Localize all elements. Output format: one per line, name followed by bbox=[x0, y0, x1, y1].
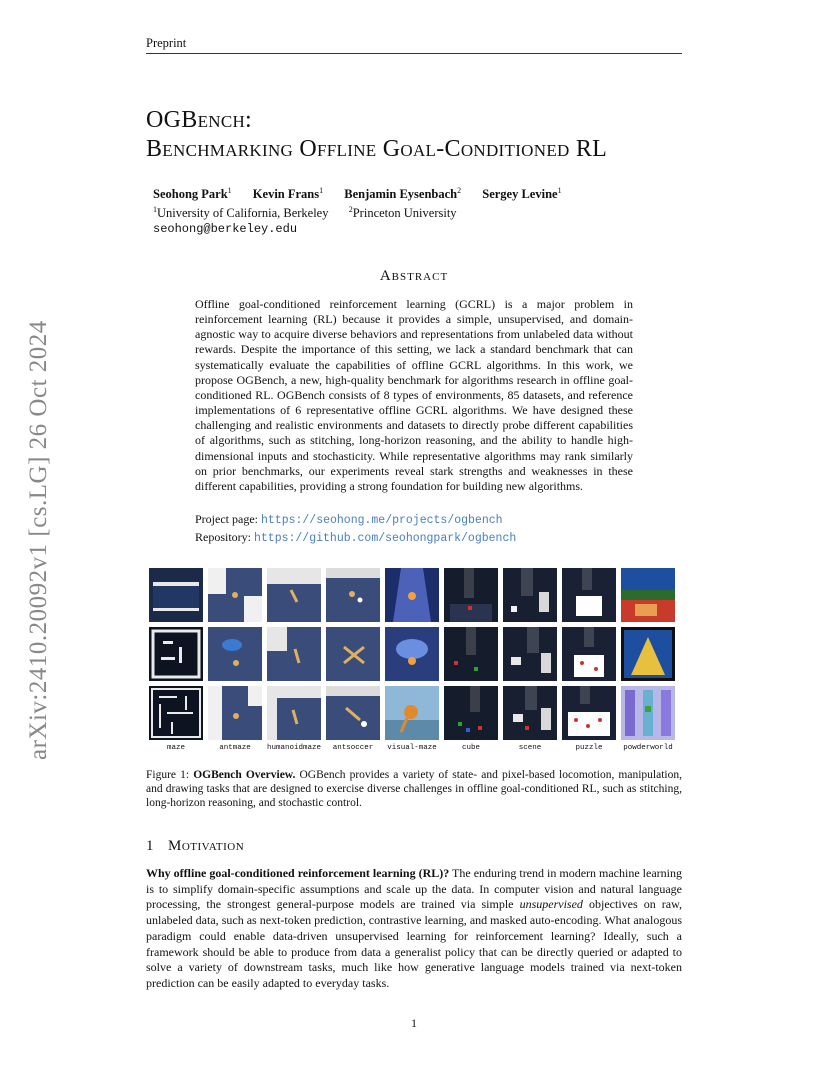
repository-link[interactable]: https://github.com/seohongpark/ogbench bbox=[254, 532, 517, 545]
project-page-link[interactable]: https://seohong.me/projects/ogbench bbox=[260, 514, 503, 527]
repository-line bbox=[195, 530, 516, 545]
puzzle-thumb-1 bbox=[562, 568, 616, 622]
page-number: 1 bbox=[411, 1016, 417, 1030]
antsoccer-thumb-2 bbox=[326, 627, 380, 681]
powderworld-thumb-3 bbox=[621, 686, 675, 740]
abstract-text: Offline goal-conditioned reinforcement learning (GCRL) is a major problem in reinforcement learning (RL) because it provides a simple, unsupervised, and domain-agnostic way to acquire diverse behaviors and representations from unlabeled data without rewards. Despite the importance of this setting, we lack a standard benchmark that can systematically evaluate the capabilities of offline GCRL algorithms. In this work, we propose OGBench, a new, high-quality benchmark for algorithms research in offline goal-conditioned RL. OGBench consists of 8 types of environments, 85 datasets, and reference implementations of 6 representative offline GCRL algorithms. We have designed these challenging and realistic environments and datasets to directly probe different capabilities of algorithms, such as stitching, long-horizon reasoning, and the ability to handle high-dimensional inputs and stochasticity. While representative algorithms may rank similarly on prior benchmarks, our experiments reveal stark strengths and weaknesses in these different capabilities, providing a strong foundation for building new algorithms. bbox=[195, 297, 633, 493]
cube-thumb-3 bbox=[444, 686, 498, 740]
body-lead: Why offline goal-conditioned reinforcement learning (RL)? bbox=[146, 866, 450, 880]
author-names bbox=[153, 183, 580, 202]
label-antmaze: antmaze bbox=[219, 744, 251, 752]
label-powderworld: powderworld bbox=[623, 744, 673, 752]
visual-maze-thumb-2 bbox=[385, 627, 439, 681]
body-italic: unsupervised bbox=[519, 897, 583, 912]
body-paragraph bbox=[146, 866, 682, 992]
antmaze-thumb-2 bbox=[208, 627, 262, 681]
powderworld-thumb-2 bbox=[621, 627, 675, 681]
label-scene: scene bbox=[518, 744, 542, 752]
powderworld-thumb-1 bbox=[621, 568, 675, 622]
visual-maze-thumb-3 bbox=[385, 686, 439, 740]
humanoidmaze-thumb-2 bbox=[267, 627, 321, 681]
repository-label: Repository: bbox=[195, 530, 251, 544]
paper-title bbox=[146, 106, 706, 164]
label-humanoidmaze: humanoidmaze bbox=[267, 744, 322, 752]
antsoccer-thumb-1 bbox=[326, 568, 380, 622]
puzzle-thumb-2 bbox=[562, 627, 616, 681]
affiliation-2: Princeton University bbox=[352, 206, 457, 221]
author-1: Seohong Park$^1$ bbox=[153, 186, 232, 202]
environment-labels bbox=[149, 744, 682, 752]
humanoidmaze-thumb-1 bbox=[267, 568, 321, 622]
antsoccer-thumb-3 bbox=[326, 686, 380, 740]
visual-maze-thumb-1 bbox=[385, 568, 439, 622]
figure-1 bbox=[146, 568, 682, 752]
label-maze: maze bbox=[166, 744, 185, 752]
humanoidmaze-thumb-3 bbox=[267, 686, 321, 740]
title-line-2: Benchmarking Offline Goal-Conditioned RL bbox=[146, 136, 608, 162]
label-visual-maze: visual-maze bbox=[387, 744, 437, 752]
label-antsoccer: antsoccer bbox=[332, 744, 374, 752]
maze-thumb-2 bbox=[149, 627, 203, 681]
scene-thumb-3 bbox=[503, 686, 557, 740]
scene-thumb-1 bbox=[503, 568, 557, 622]
label-cube: cube bbox=[461, 744, 480, 752]
caption-text: OGBench provides a variety of state- and pixel-based locomotion, manipulation, and drawing tasks that are designed to exercise diverse challenges in offline goal-conditioned RL, such as stitching, long-horizon reasoning, and stochastic control. bbox=[146, 769, 682, 809]
affiliation-1: University of California, Berkeley bbox=[157, 206, 329, 221]
running-header: Preprint bbox=[146, 36, 682, 54]
affiliations: $^1$University of California, Berkeley $^2$Princeton University bbox=[153, 205, 457, 221]
cube-thumb-2 bbox=[444, 627, 498, 681]
environment-thumbnail-grid bbox=[149, 568, 682, 740]
maze-thumb-3 bbox=[149, 686, 203, 740]
section-title: Motivation bbox=[168, 838, 245, 854]
project-page-line bbox=[195, 512, 503, 527]
antmaze-thumb-1 bbox=[208, 568, 262, 622]
cube-thumb-1 bbox=[444, 568, 498, 622]
arxiv-stamp-text: arXiv:2410.20092v1 [cs.LG] 26 Oct 2024 bbox=[25, 320, 52, 760]
author-block bbox=[153, 183, 580, 237]
author-3: Benjamin Eysenbach$^2$ bbox=[344, 186, 462, 202]
maze-thumb-1 bbox=[149, 568, 203, 622]
abstract-heading: Abstract bbox=[379, 268, 449, 284]
caption-prefix: Figure 1: bbox=[146, 769, 190, 781]
figure-caption bbox=[146, 768, 682, 810]
antmaze-thumb-3 bbox=[208, 686, 262, 740]
label-puzzle: puzzle bbox=[575, 744, 603, 752]
caption-bold: OGBench Overview. bbox=[193, 769, 296, 781]
section-number: 1 bbox=[146, 838, 154, 854]
author-2: Kevin Frans$^1$ bbox=[252, 186, 324, 202]
scene-thumb-2 bbox=[503, 627, 557, 681]
body-text-a: The enduring trend in modern machine learning is to simplify domain-specific assumptions and scale up the data. In computer vision and natural language processing, the strongest general-purpose models are trained via simple bbox=[146, 866, 682, 912]
author-4: Sergey Levine$^1$ bbox=[482, 186, 562, 202]
section-heading bbox=[146, 838, 244, 855]
project-page-label: Project page: bbox=[195, 512, 258, 526]
puzzle-thumb-3 bbox=[562, 686, 616, 740]
body-text-b: objectives on raw, unlabeled data, such as next-token prediction, contrastive learning, and masked auto-encoding. What analogous paradigm could enable data-driven unsupervised learning for reinforcement learning? Ideally, such a framework should be able to produce from data a generalist policy that can be directly queried or adapted to solve a variety of downstream tasks, much like how generative language models trained via next-token prediction can be easily adapted to everyday tasks. bbox=[146, 897, 683, 990]
author-email[interactable]: seohong@berkeley.edu bbox=[153, 222, 298, 237]
title-line-1: OGBench: bbox=[146, 107, 253, 133]
